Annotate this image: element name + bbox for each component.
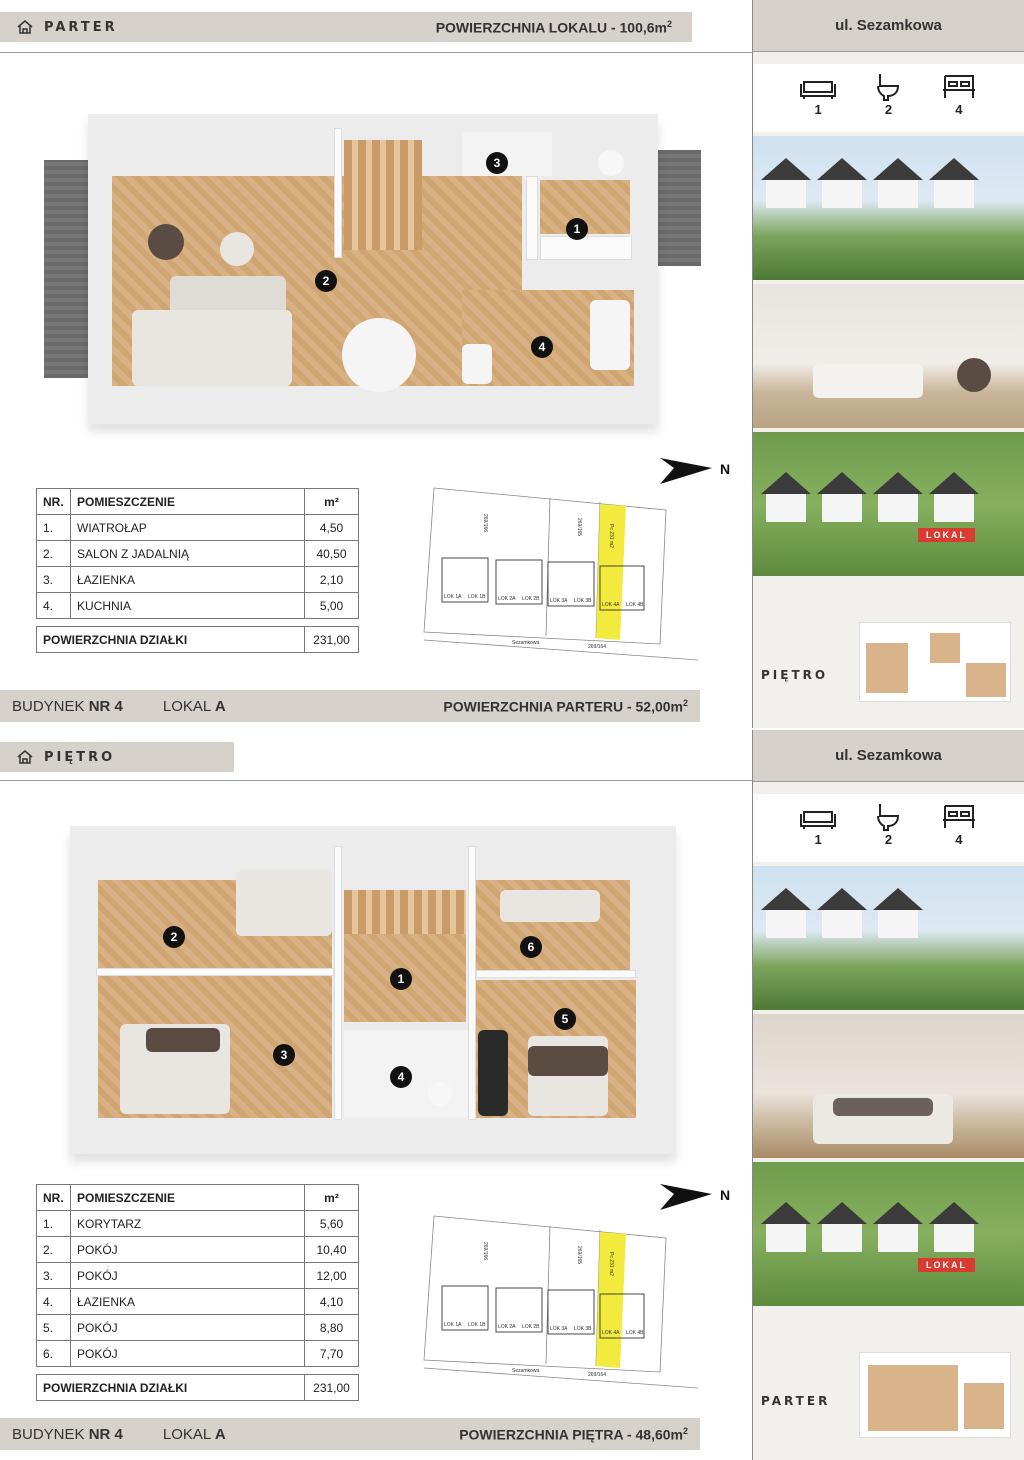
- table-row: 1. WIATROŁAP 4,50: [37, 515, 359, 541]
- table-row: 5. POKÓJ 8,80: [37, 1315, 359, 1341]
- wall: [468, 846, 476, 1120]
- amenity-icons: [753, 794, 1024, 862]
- plot-area-row: POWIERZCHNIA DZIAŁKI 231,00: [37, 627, 359, 653]
- svg-text:N: N: [720, 461, 731, 477]
- unit-letter: LOKAL A: [162, 697, 226, 715]
- sofa: [132, 310, 292, 386]
- sidebar: [752, 0, 1024, 728]
- svg-text:LOK 4A: LOK 4A: [602, 602, 620, 608]
- svg-text:LOK 2A: LOK 2A: [498, 596, 516, 602]
- svg-text:LOK 1A: LOK 1A: [444, 594, 462, 600]
- toilet: [598, 150, 624, 176]
- table-row: 4. KUCHNIA 5,00: [37, 593, 359, 619]
- sidebar: [752, 730, 1024, 1460]
- col-nr: NR.: [37, 1185, 71, 1211]
- toilet: [428, 1082, 452, 1106]
- room-marker: 5: [554, 1008, 576, 1030]
- floor-label: PIĘTRO: [44, 749, 116, 765]
- col-nr: NR.: [37, 489, 71, 515]
- svg-text:Sezamkowa: Sezamkowa: [512, 640, 540, 646]
- svg-text:Pc 231 m2: Pc 231 m2: [608, 1252, 614, 1276]
- svg-text:269/165: 269/165: [576, 518, 582, 537]
- house-icon: [16, 749, 34, 765]
- plot-area-row: POWIERZCHNIA DZIAŁKI 231,00: [37, 1375, 359, 1401]
- col-room: POMIESZCZENIE: [71, 489, 305, 515]
- compass-icon: [660, 1176, 740, 1216]
- room-marker: 3: [486, 152, 508, 174]
- house-icon: [16, 19, 34, 35]
- room-marker: 2: [163, 926, 185, 948]
- street-name: ul. Sezamkowa: [753, 730, 1024, 782]
- street-name: ul. Sezamkowa: [753, 0, 1024, 52]
- armchair: [148, 224, 184, 260]
- table-row: 3. POKÓJ 12,00: [37, 1263, 359, 1289]
- svg-text:LOK 3A: LOK 3A: [550, 1326, 568, 1332]
- wall: [334, 128, 342, 258]
- wall: [526, 176, 538, 260]
- room-marker: 4: [531, 336, 553, 358]
- lokal-tag: LOKAL: [918, 528, 975, 542]
- rooms-table: [36, 1184, 359, 1401]
- terrace-left: [44, 160, 92, 378]
- col-area: m²: [305, 1185, 359, 1211]
- table-row: 2. SALON Z JADALNIĄ 40,50: [37, 541, 359, 567]
- svg-text:LOK 4B: LOK 4B: [626, 1330, 644, 1336]
- svg-text:269/166: 269/166: [482, 514, 488, 533]
- exterior-photo: [753, 136, 1024, 280]
- unit-letter: LOKAL A: [162, 1425, 226, 1443]
- svg-text:LOK 4B: LOK 4B: [626, 602, 644, 608]
- svg-text:N: N: [720, 1187, 731, 1203]
- wall: [96, 968, 334, 976]
- exterior-photo: [753, 866, 1024, 1010]
- floor-footer: [0, 690, 700, 722]
- sofa-icon: 1: [798, 802, 838, 862]
- svg-text:LOK 2B: LOK 2B: [522, 1324, 540, 1330]
- stairs: [344, 890, 466, 934]
- floor-header: [0, 12, 692, 42]
- table-row: 2. POKÓJ 10,40: [37, 1237, 359, 1263]
- table-row: 1. KORYTARZ 5,60: [37, 1211, 359, 1237]
- building-number: BUDYNEK NR 4: [12, 697, 123, 715]
- dining-table: [342, 318, 416, 392]
- toilet-icon: 2: [868, 72, 908, 132]
- table-row: 4. ŁAZIENKA 4,10: [37, 1289, 359, 1315]
- svg-text:LOK 2A: LOK 2A: [498, 1324, 516, 1330]
- wall: [540, 236, 632, 260]
- blanket: [528, 1046, 608, 1076]
- kitchen-counter: [590, 300, 630, 370]
- svg-text:LOK 3B: LOK 3B: [574, 598, 592, 604]
- floor-footer: [0, 1418, 700, 1450]
- building-number: BUDYNEK NR 4: [12, 1425, 123, 1443]
- bed: [500, 890, 600, 922]
- svg-text:LOK 4A: LOK 4A: [602, 1330, 620, 1336]
- svg-text:LOK 1B: LOK 1B: [468, 1322, 486, 1328]
- bed-icon: 4: [939, 72, 979, 132]
- svg-text:269/164: 269/164: [588, 644, 607, 650]
- room-marker: 2: [315, 270, 337, 292]
- svg-text:LOK 3A: LOK 3A: [550, 598, 568, 604]
- divider: [0, 52, 752, 53]
- blanket: [146, 1028, 220, 1052]
- upper-floor-page: [0, 730, 1024, 1460]
- thumb-label: PIĘTRO: [761, 668, 829, 682]
- floor-header: [0, 742, 234, 772]
- aerial-photo: [753, 1162, 1024, 1306]
- site-map: [420, 484, 700, 664]
- site-map: [420, 1212, 700, 1392]
- amenity-icons: [753, 64, 1024, 132]
- table-row: 6. POKÓJ 7,70: [37, 1341, 359, 1367]
- wardrobe: [478, 1030, 508, 1116]
- lokal-tag: LOKAL: [918, 1258, 975, 1272]
- pouf: [220, 232, 254, 266]
- room-marker: 3: [273, 1044, 295, 1066]
- room-marker: 6: [520, 936, 542, 958]
- room-marker: 1: [566, 218, 588, 240]
- bedroom-photo: [753, 1014, 1024, 1158]
- toilet-icon: 2: [868, 802, 908, 862]
- aerial-photo: [753, 432, 1024, 576]
- floor-area: POWIERZCHNIA PARTERU - $52,00m^2$: [443, 697, 688, 715]
- bed-icon: 4: [939, 802, 979, 862]
- stairs: [344, 140, 422, 250]
- table-row: 3. ŁAZIENKA 2,10: [37, 567, 359, 593]
- svg-text:269/166: 269/166: [482, 1242, 488, 1261]
- wall: [334, 846, 342, 1120]
- ground-floor-page: [0, 0, 1024, 728]
- svg-text:LOK 2B: LOK 2B: [522, 596, 540, 602]
- divider: [0, 780, 752, 781]
- floor-label: PARTER: [44, 19, 118, 35]
- svg-text:Pc 231 m2: Pc 231 m2: [608, 524, 614, 548]
- col-room: POMIESZCZENIE: [71, 1185, 305, 1211]
- room-marker: 4: [390, 1066, 412, 1088]
- svg-text:LOK 1B: LOK 1B: [468, 594, 486, 600]
- bathroom-floor: [462, 132, 552, 176]
- svg-text:Sezamkowa: Sezamkowa: [512, 1368, 540, 1374]
- terrace-right: [655, 150, 701, 266]
- sofa-icon: 1: [798, 72, 838, 132]
- kitchen-unit: [462, 344, 492, 384]
- wall: [476, 970, 636, 978]
- col-area: m²: [305, 489, 359, 515]
- bed: [236, 870, 332, 936]
- svg-text:LOK 1A: LOK 1A: [444, 1322, 462, 1328]
- floor-thumbnail: [859, 1352, 1011, 1438]
- svg-text:269/164: 269/164: [588, 1372, 607, 1378]
- svg-text:LOK 3B: LOK 3B: [574, 1326, 592, 1332]
- svg-text:269/165: 269/165: [576, 1246, 582, 1265]
- rooms-table: [36, 488, 359, 653]
- floor-area: POWIERZCHNIA PIĘTRA - $48,60m^2$: [459, 1425, 688, 1443]
- room-marker: 1: [390, 968, 412, 990]
- interior-photo: [753, 284, 1024, 428]
- unit-area: POWIERZCHNIA LOKALU - $100,6m^2$: [435, 18, 672, 36]
- floor-thumbnail: [859, 622, 1011, 702]
- thumb-label: PARTER: [761, 1394, 831, 1408]
